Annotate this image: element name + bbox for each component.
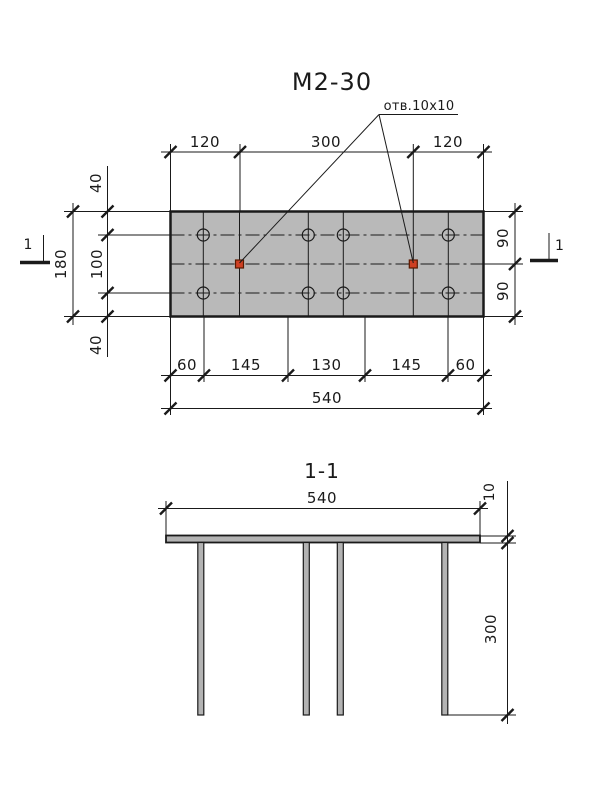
- dim-label: 300: [482, 613, 500, 645]
- section-title: 1-1: [304, 459, 340, 483]
- dim-label: 120: [189, 133, 221, 151]
- section-width-dimension: [158, 489, 488, 536]
- dim-label: 60: [176, 356, 198, 374]
- section-leg: [442, 543, 448, 716]
- dim-label: 300: [310, 133, 342, 151]
- dim-label: 100: [88, 248, 106, 280]
- dim-label: 120: [432, 133, 464, 151]
- bottom-dimension-chain: [161, 317, 492, 416]
- dim-label: 145: [230, 356, 262, 374]
- section-right-dimensions: [448, 481, 516, 724]
- dim-label: 540: [306, 489, 338, 507]
- right-dimension-chain: [484, 203, 524, 325]
- plan-title: М2-30: [291, 68, 373, 96]
- square-hole-marker: [236, 260, 244, 268]
- dim-label: 40: [87, 172, 105, 194]
- dim-label: 60: [455, 356, 476, 374]
- section-leg: [198, 543, 204, 716]
- section-plate: [166, 536, 480, 543]
- section-leg: [337, 543, 343, 716]
- section-mark-label: 1: [23, 237, 33, 253]
- dim-label: 90: [494, 280, 512, 302]
- dim-label: 145: [391, 356, 422, 374]
- section-leg: [303, 543, 309, 716]
- dim-label: 130: [311, 356, 342, 374]
- dim-label: 180: [52, 248, 70, 280]
- hole-note-label: отв.10х10: [383, 99, 455, 114]
- section-mark-right: [530, 233, 564, 261]
- section-mark-left: [20, 235, 50, 263]
- section-view: [158, 459, 516, 724]
- dim-label: 40: [87, 334, 105, 356]
- section-mark-label: 1: [555, 238, 564, 254]
- dim-label: 90: [494, 227, 512, 249]
- section-legs: [198, 543, 448, 716]
- top-dimension-chain: [161, 133, 492, 212]
- left-dimension-chain: [52, 166, 171, 357]
- dim-label: 540: [311, 389, 343, 407]
- plan-view: [20, 68, 564, 415]
- dim-label: 10: [482, 482, 498, 502]
